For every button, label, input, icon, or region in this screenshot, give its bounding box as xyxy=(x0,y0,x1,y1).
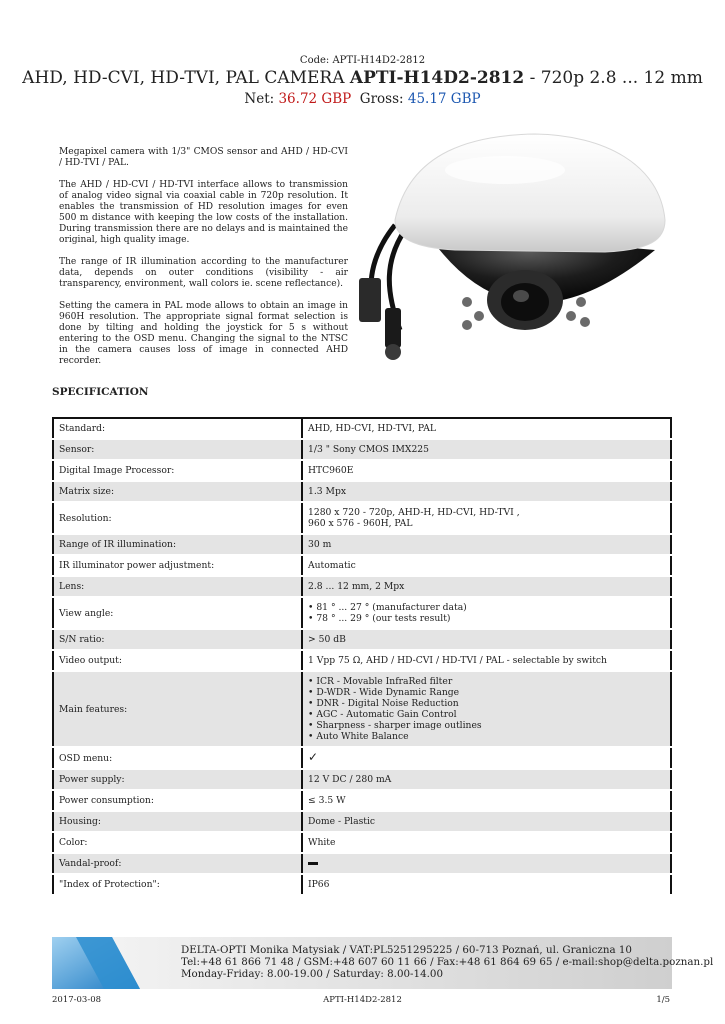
spec-value-line: 1.3 Mpx xyxy=(308,486,347,497)
spec-label: IR illuminator power adjustment: xyxy=(53,555,302,576)
spec-value-line: • ICR - Movable InfraRed filter xyxy=(308,676,453,687)
product-description xyxy=(59,147,348,378)
spec-value xyxy=(302,481,671,502)
spec-value xyxy=(302,502,671,534)
spec-value xyxy=(302,597,671,629)
table-row xyxy=(53,460,671,481)
spec-value xyxy=(302,534,671,555)
spec-value xyxy=(302,418,671,439)
spec-value-line: • D-WDR - Wide Dynamic Range xyxy=(308,687,460,698)
spec-label: Power consumption: xyxy=(53,790,302,811)
spec-value-line: AHD, HD-CVI, HD-TVI, PAL xyxy=(308,423,436,434)
table-row xyxy=(53,534,671,555)
spec-label: Sensor: xyxy=(53,439,302,460)
spec-value xyxy=(302,832,671,853)
spec-value-line: • Auto White Balance xyxy=(308,731,409,742)
specification-heading: SPECIFICATION xyxy=(52,386,149,398)
spec-label: Vandal-proof: xyxy=(53,853,302,874)
spec-label: Video output: xyxy=(53,650,302,671)
spec-label: Standard: xyxy=(53,418,302,439)
table-row xyxy=(53,555,671,576)
table-row xyxy=(53,481,671,502)
table-row xyxy=(53,629,671,650)
spec-value xyxy=(302,650,671,671)
table-row xyxy=(53,769,671,790)
spec-value-line: 1/3 " Sony CMOS IMX225 xyxy=(308,444,430,455)
spec-label: Housing: xyxy=(53,811,302,832)
spec-value-line: 30 m xyxy=(308,539,332,550)
table-row xyxy=(53,853,671,874)
table-row xyxy=(53,597,671,629)
gross-label: Gross: xyxy=(359,91,408,107)
spec-value-line: 1 Vpp 75 Ω, AHD / HD-CVI / HD-TVI / PAL - selectable by switch xyxy=(308,655,607,666)
table-row xyxy=(53,439,671,460)
spec-value-line: 1280 x 720 - 720p, AHD-H, HD-CVI, HD-TVI , xyxy=(308,507,520,518)
company-footer xyxy=(181,944,713,980)
spec-label: S/N ratio: xyxy=(53,629,302,650)
spec-value-line: • 81 ° ... 27 ° (manufacturer data) xyxy=(308,602,467,613)
spec-value xyxy=(302,747,671,769)
spec-value xyxy=(302,460,671,481)
spec-label: Main features: xyxy=(53,671,302,747)
spec-value xyxy=(302,555,671,576)
net-label: Net: xyxy=(244,91,279,107)
spec-label: Resolution: xyxy=(53,502,302,534)
spec-value-line: • DNR - Digital Noise Reduction xyxy=(308,698,459,709)
table-row xyxy=(53,650,671,671)
camera-photo xyxy=(355,130,667,370)
page-title xyxy=(0,68,725,88)
spec-value xyxy=(302,769,671,790)
table-row xyxy=(53,874,671,895)
print-date: 2017-03-08 xyxy=(52,995,102,1005)
footer-line: DELTA-OPTI Monika Matysiak / VAT:PL5251295225 / 60-713 Poznań, ul. Graniczna 10 xyxy=(181,944,632,956)
spec-label: Digital Image Processor: xyxy=(53,460,302,481)
spec-value-line: HTC960E xyxy=(308,465,354,476)
spec-value-line: White xyxy=(308,837,336,848)
gross-price: 45.17 GBP xyxy=(407,91,481,107)
spec-value xyxy=(302,439,671,460)
spec-label: Color: xyxy=(53,832,302,853)
net-price: 36.72 GBP xyxy=(278,91,352,107)
spec-value xyxy=(302,811,671,832)
spec-label: View angle: xyxy=(53,597,302,629)
price-line xyxy=(0,91,725,107)
spec-value xyxy=(302,629,671,650)
footer-product-code: APTI-H14D2-2812 xyxy=(323,995,402,1005)
spec-value xyxy=(302,576,671,597)
spec-value xyxy=(302,853,671,874)
description-paragraph: Setting the camera in PAL mode allows to obtain an image in 960H resolution. The appropriate signal format selection is done by tilting and holding the joystick for 5 s without entering to the OSD menu. Changing the signal to the NTSC in the camera causes loss of image in connected AHD recorder. xyxy=(59,301,348,366)
title-suffix: - 720p 2.8 ... 12 mm xyxy=(524,68,703,88)
description-paragraph: The AHD / HD-CVI / HD-TVI interface allows to transmission of analog video signal via coaxial cable in 720p resolution. It enables the transmission of HD resolution images for even 500 m distance with keeping the low costs of the installation. During transmission there are no delays and is maintained the original, high quality image. xyxy=(59,180,349,245)
spec-value-line: > 50 dB xyxy=(308,634,346,645)
title-prefix: AHD, HD-CVI, HD-TVI, PAL CAMERA xyxy=(22,68,350,88)
spec-label: OSD menu: xyxy=(53,747,302,769)
spec-value xyxy=(302,790,671,811)
spec-value-line: 12 V DC / 280 mA xyxy=(308,774,392,785)
spec-label: Range of IR illumination: xyxy=(53,534,302,555)
spec-value-line: 960 x 576 - 960H, PAL xyxy=(308,518,413,529)
spec-value-line: Dome - Plastic xyxy=(308,816,376,827)
table-row xyxy=(53,811,671,832)
table-row xyxy=(53,832,671,853)
title-model: APTI-H14D2-2812 xyxy=(349,68,525,88)
table-row xyxy=(53,790,671,811)
spec-value-line: 2.8 ... 12 mm, 2 Mpx xyxy=(308,581,405,592)
description-paragraph: The range of IR illumination according to the manufacturer data, depends on outer conditions (visibility - air transparency, environment, wall colors ie. scene reflectance). xyxy=(59,257,348,289)
footer-line: Monday-Friday: 8.00-19.00 / Saturday: 8.00-14.00 xyxy=(181,968,444,980)
spec-value-line: Automatic xyxy=(308,560,356,571)
table-row xyxy=(53,671,671,747)
check-icon: ✓ xyxy=(308,750,319,764)
spec-label: Power supply: xyxy=(53,769,302,790)
spec-value-line: • 78 ° ... 29 ° (our tests result) xyxy=(308,613,451,624)
spec-label: Lens: xyxy=(53,576,302,597)
page-number: 1/5 xyxy=(656,995,670,1005)
table-row xyxy=(53,576,671,597)
spec-value-line: • Sharpness - sharper image outlines xyxy=(308,720,482,731)
spec-value-line: • AGC - Automatic Gain Control xyxy=(308,709,457,720)
table-row xyxy=(53,502,671,534)
product-code: Code: APTI-H14D2-2812 xyxy=(299,55,426,66)
footer-line: Tel:+48 61 866 71 48 / GSM:+48 607 60 11 66 / Fax:+48 61 864 69 65 / e-mail:shop@delta.poznan.pl xyxy=(181,956,714,968)
spec-value xyxy=(302,671,671,747)
table-row xyxy=(53,418,671,439)
specification-table xyxy=(52,417,672,896)
spec-value xyxy=(302,874,671,895)
dash-icon xyxy=(308,862,318,865)
description-paragraph: Megapixel camera with 1/3" CMOS sensor and AHD / HD-CVI / HD-TVI / PAL. xyxy=(59,147,348,168)
spec-value-line: ≤ 3.5 W xyxy=(308,795,346,806)
spec-label: "Index of Protection": xyxy=(53,874,302,895)
spec-label: Matrix size: xyxy=(53,481,302,502)
spec-value-line: IP66 xyxy=(308,879,330,890)
table-row xyxy=(53,747,671,769)
